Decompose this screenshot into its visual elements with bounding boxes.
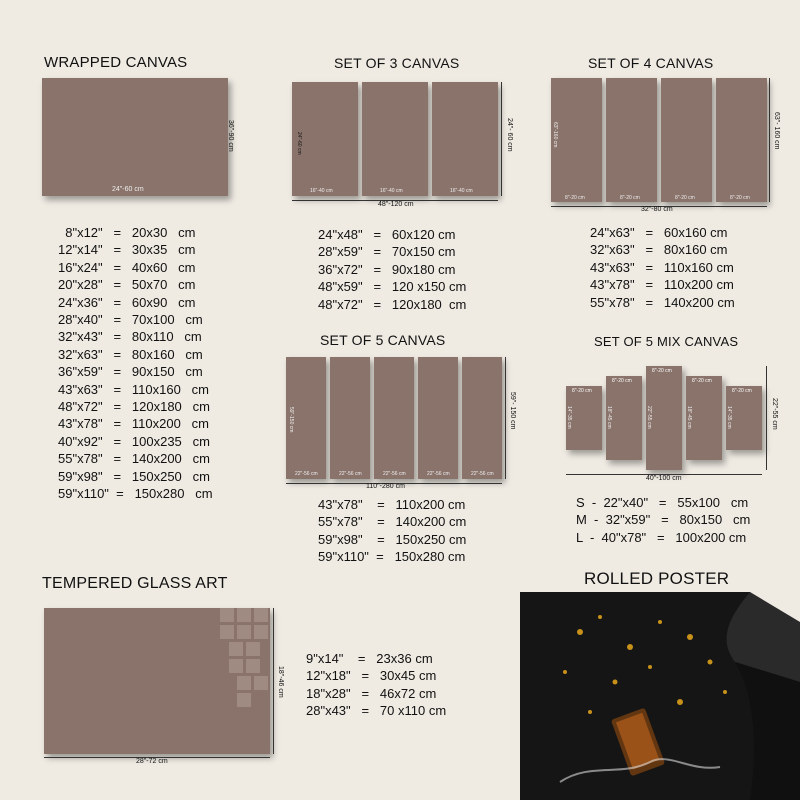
set4-panel	[716, 78, 767, 202]
set5-height-label: 59"- 150 cm	[509, 392, 516, 430]
set5mix-panel-large	[646, 366, 682, 470]
wrapped-canvas-title: WRAPPED CANVAS	[44, 54, 188, 71]
wrapped-canvas-panel	[42, 78, 234, 196]
set3-width-label: 48"-120 cm	[378, 201, 414, 208]
set5-panel	[374, 357, 414, 479]
set5-size-row: 59"x110" = 150x280 cm	[318, 549, 466, 565]
wrapped-size-row: 32"x63" = 80x160 cm	[58, 346, 203, 362]
glass-height-label: 18"-46 cm	[277, 666, 284, 698]
set4-panel-height-label: 63"-160 cm	[552, 122, 558, 148]
wrapped-size-row: 32"x43" = 80x110 cm	[58, 329, 202, 345]
wrapped-size-row: 36"x59" = 90x150 cm	[58, 364, 203, 380]
set5mix-panel-medium	[606, 376, 642, 460]
set5mix-size-row: S - 22"x40" = 55x100 cm	[576, 495, 749, 510]
set5mix-panel-height-label: 22"-55 cm	[646, 406, 652, 429]
set5mix-panel-small	[566, 386, 602, 450]
set4-title: SET OF 4 CANVAS	[588, 55, 714, 71]
set3-size-row: 24"x48" = 60x120 cm	[318, 227, 456, 242]
set5mix-width-label: 40"-100 cm	[646, 475, 682, 482]
set5mix-height-line	[766, 366, 767, 470]
set5-panel	[330, 357, 370, 479]
set3-panel	[432, 82, 498, 196]
wrapped-size-row: 20"x28" = 50x70 cm	[58, 277, 196, 293]
wrapped-size-row: 40"x92" = 100x235 cm	[58, 433, 210, 449]
rolled-poster-image	[520, 592, 800, 800]
set3-panel-label: 16"-40 cm	[450, 188, 473, 194]
set4-size-row: 43"x78" = 110x200 cm	[590, 277, 734, 293]
set4-height-line	[769, 78, 770, 202]
set5mix-panel-width-label: 8"-20 cm	[572, 388, 592, 394]
set3-size-row: 48"x72" = 120x180 cm	[318, 296, 467, 312]
set5-panel-label: 22"-56 cm	[427, 471, 450, 477]
set5-panel-height-label: 59"-150 cm	[288, 407, 294, 433]
set3-size-list	[318, 226, 466, 313]
set4-height-label: 63"- 160 cm	[773, 112, 780, 150]
set4-panel-label: 8"-20 cm	[565, 195, 585, 201]
set4-size-row: 32"x63" = 80x160 cm	[590, 242, 728, 258]
set3-panel-label: 16"-40 cm	[380, 188, 403, 194]
set5-size-row: 43"x78" = 110x200 cm	[318, 497, 466, 512]
glass-size-list	[306, 650, 446, 720]
glass-reflection-grid	[44, 608, 270, 754]
set3-size-row: 36"x72" = 90x180 cm	[318, 261, 456, 277]
set5-panel	[418, 357, 458, 479]
wrapped-size-row: 16"x24" = 40x60 cm	[58, 259, 196, 275]
wrapped-size-row: 12"x14" = 30x35 cm	[58, 242, 196, 258]
set3-size-row: 48"x59" = 120 x150 cm	[318, 279, 467, 295]
set5mix-panel-width-label: 8"-20 cm	[692, 378, 712, 384]
set3-height-line	[501, 82, 502, 196]
set4-panel-label: 8"-20 cm	[730, 195, 750, 201]
set4-panel	[661, 78, 712, 202]
set5-panel-label: 22"-56 cm	[295, 471, 318, 477]
glass-size-row: 18"x28" = 46x72 cm	[306, 685, 437, 701]
set5mix-size-list	[576, 494, 750, 546]
poster-title: ROLLED POSTER	[584, 569, 730, 588]
set5-panel-label: 22"-56 cm	[383, 471, 406, 477]
set3-size-row: 28"x59" = 70x150 cm	[318, 244, 456, 260]
wrapped-size-row: 59"x98" = 150x250 cm	[58, 468, 210, 484]
set3-title: SET OF 3 CANVAS	[334, 55, 460, 71]
set5-panel-label: 22"-56 cm	[471, 471, 494, 477]
wrapped-size-row: 43"x63" = 110x160 cm	[58, 381, 209, 397]
set5-size-list	[318, 496, 466, 566]
set4-panel-label: 8"-20 cm	[620, 195, 640, 201]
set3-panel	[292, 82, 358, 196]
glass-height-line	[273, 608, 274, 754]
glass-width-label: 28"-72 cm	[136, 758, 168, 765]
set5mix-title: SET OF 5 MIX CANVAS	[594, 334, 739, 349]
set5-size-row: 55"x78" = 140x200 cm	[318, 514, 467, 530]
set5mix-panel-small	[726, 386, 762, 450]
set3-panel-label: 16"-40 cm	[310, 188, 333, 194]
wrapped-size-row: 48"x72" = 120x180 cm	[58, 399, 210, 415]
wrapped-size-list	[58, 224, 213, 503]
wrapped-height-label: 36"-90 cm	[227, 120, 234, 152]
set5-panel-label: 22"-56 cm	[339, 471, 362, 477]
set5mix-panel-width-label: 8"-20 cm	[652, 368, 672, 374]
set5mix-panel-width-label: 8"-20 cm	[732, 388, 752, 394]
set4-panel	[606, 78, 657, 202]
set5-height-line	[505, 357, 506, 479]
set5mix-panel-height-label: 18"-45 cm	[686, 406, 692, 429]
set4-size-row: 55"x78" = 140x200 cm	[590, 294, 735, 310]
wrapped-size-row: 59"x110" = 150x280 cm	[58, 486, 213, 502]
set4-size-row: 24"x63" = 60x160 cm	[590, 225, 728, 240]
set5mix-panel-height-label: 18"-45 cm	[606, 406, 612, 429]
glass-title: TEMPERED GLASS ART	[42, 575, 228, 592]
set5mix-panel-medium	[686, 376, 722, 460]
set3-panel-height-label: 24"-60 cm	[296, 132, 302, 155]
set4-panel	[551, 78, 602, 202]
set5-size-row: 59"x98" = 150x250 cm	[318, 531, 467, 547]
wrapped-width-label: 24"-60 cm	[112, 186, 144, 193]
glass-size-row: 12"x18" = 30x45 cm	[306, 668, 437, 684]
rolled-poster-illustration	[520, 592, 800, 800]
set4-width-label: 32"-80 cm	[641, 206, 673, 213]
wrapped-size-row: 24"x36" = 60x90 cm	[58, 294, 196, 310]
set5mix-size-row: L - 40"x78" = 100x200 cm	[576, 529, 747, 545]
wrapped-size-row: 55"x78" = 140x200 cm	[58, 451, 210, 467]
wrapped-size-row: 8"x12" = 20x30 cm	[58, 225, 196, 240]
set3-panel	[362, 82, 428, 196]
set4-size-list	[590, 224, 735, 311]
wrapped-size-row: 43"x78" = 110x200 cm	[58, 416, 209, 432]
glass-size-row: 9"x14" = 23x36 cm	[306, 651, 433, 666]
set5mix-panel-height-label: 14"-35 cm	[726, 406, 732, 429]
wrapped-size-row: 28"x40" = 70x100 cm	[58, 312, 203, 328]
set5-panel	[462, 357, 502, 479]
set5-panel	[286, 357, 326, 479]
set5-width-label: 110"-280 cm	[366, 483, 405, 490]
set5mix-height-label: 22"-55 cm	[771, 398, 778, 430]
set5mix-size-row: M - 32"x59" = 80x150 cm	[576, 512, 751, 528]
glass-panel	[44, 608, 270, 754]
glass-size-row: 28"x43" = 70 x110 cm	[306, 703, 447, 719]
set5mix-panel-height-label: 14"-35 cm	[566, 406, 572, 429]
set5-title: SET OF 5 CANVAS	[320, 332, 446, 348]
set5mix-panel-width-label: 8"-20 cm	[612, 378, 632, 384]
set4-panel-label: 8"-20 cm	[675, 195, 695, 201]
set4-size-row: 43"x63" = 110x160 cm	[590, 259, 734, 275]
set3-height-label: 24"- 60 cm	[506, 118, 513, 152]
